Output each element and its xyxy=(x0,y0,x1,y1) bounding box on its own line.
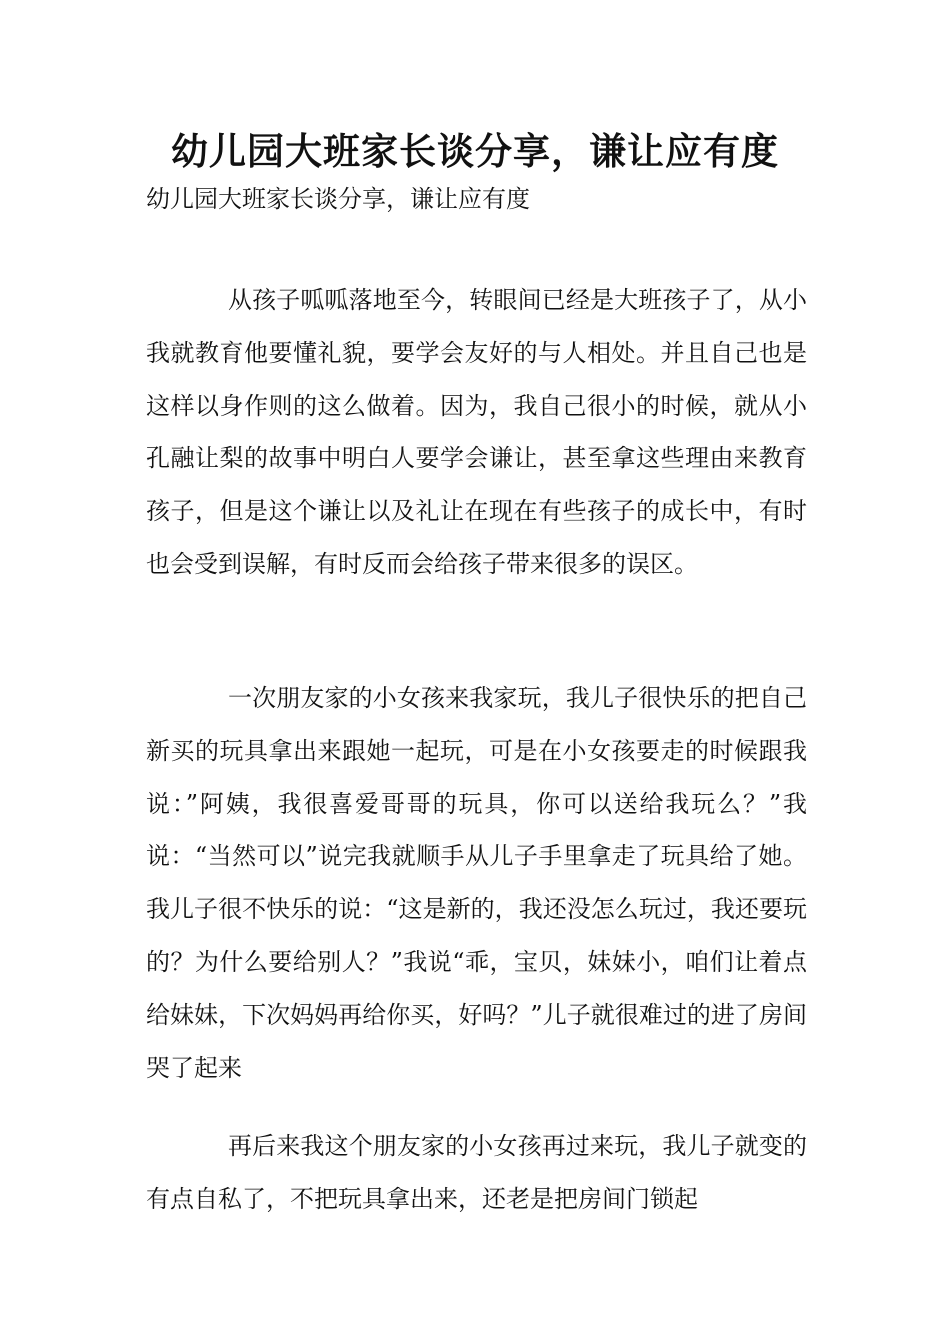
document-title: 幼儿园大班家长谈分享，谦让应有度 xyxy=(171,130,779,173)
paragraph-3: 再后来我这个朋友家的小女孩再过来玩，我儿子就变的有点自私了，不把玩具拿出来，还老是把房间门锁起 xyxy=(146,1132,807,1213)
paragraph-1: 从孩子呱呱落地至今，转眼间已经是大班孩子了，从小我就教育他要懂礼貌，要学会友好的与人相处。并且自己也是这样以身作则的这么做着。因为，我自己很小的时候，就从小孔融让梨的故事中明白人要学会谦让，甚至拿这些理由来教育孩子，但是这个谦让以及礼让在现在有些孩子的成长中，有时也会受到误解，有时反而会给孩子带来很多的误区。 xyxy=(146,286,807,578)
document-subtitle: 幼儿园大班家长谈分享，谦让应有度 xyxy=(146,185,530,213)
paragraph-2: 一次朋友家的小女孩来我家玩，我儿子很快乐的把自己新买的玩具拿出来跟她一起玩，可是在小女孩要走的时候跟我说：”阿姨，我很喜爱哥哥的玩具，你可以送给我玩么？”我说：“当然可以”说完我就顺手从儿子手里拿走了玩具给了她。我儿子很不快乐的说：“这是新的，我还没怎么玩过，我还要玩的？为什么要给别人？”我说“乖，宝贝，妹妹小，咱们让着点给妹妹，下次妈妈再给你买，好吗？”儿子就很难过的进了房间哭了起来 xyxy=(146,684,807,1082)
